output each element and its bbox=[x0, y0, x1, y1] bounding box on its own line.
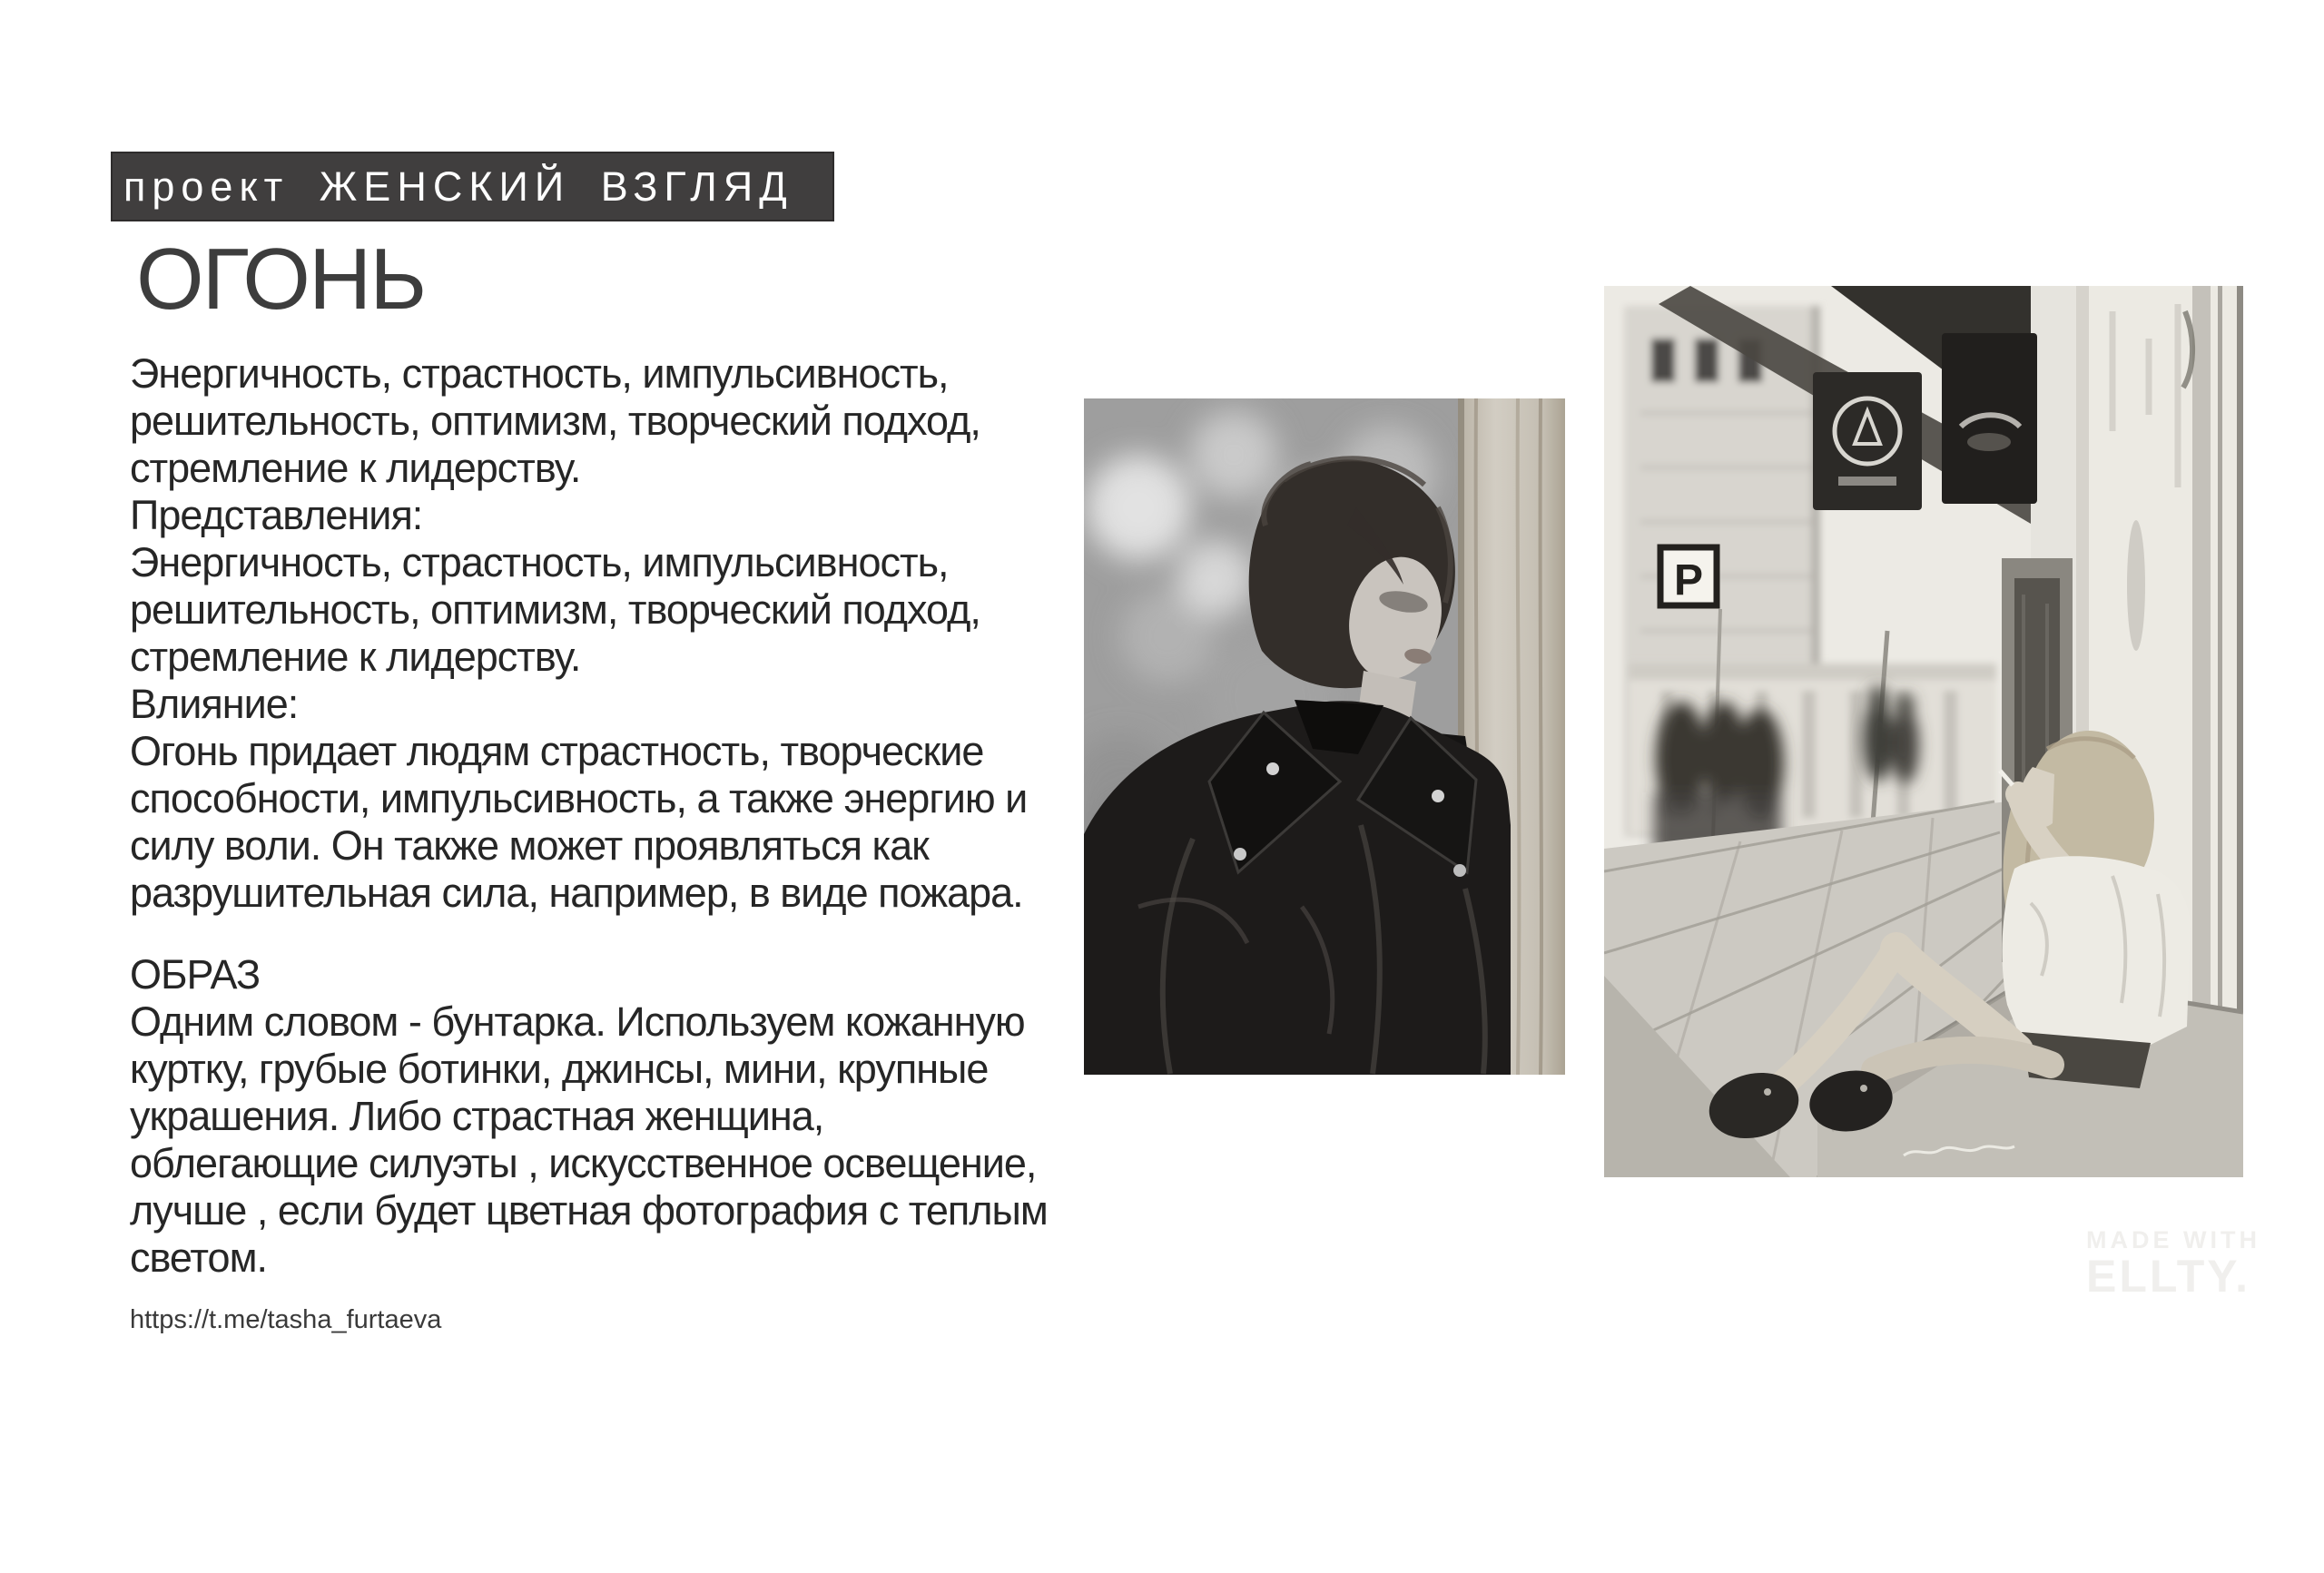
snap-button bbox=[1453, 864, 1466, 877]
white-shirt bbox=[2002, 856, 2191, 1055]
text-line: украшения. Либо страстная женщина, bbox=[130, 1093, 824, 1139]
body-text-block bbox=[130, 350, 1110, 1343]
snap-button bbox=[1266, 762, 1279, 775]
text-line: Энергичность, страстность, импульсивность, bbox=[130, 350, 949, 397]
project-tag-label: проект ЖЕНСКИЙ ВЗГЛЯД bbox=[123, 163, 793, 210]
page-title: ОГОНЬ bbox=[136, 231, 426, 328]
text-line: способности, импульсивность, а также энергию и bbox=[130, 775, 1028, 821]
parking-sign bbox=[1660, 547, 1717, 605]
watermark-made-with: MADE WITH bbox=[2086, 1226, 2260, 1253]
text-line: Одним словом - бунтарка. Используем кожанную bbox=[130, 998, 1025, 1045]
text-line: светом. bbox=[130, 1234, 268, 1281]
snap-button bbox=[1234, 848, 1246, 860]
photo-street-sitting-woman bbox=[1604, 286, 2243, 1177]
dark-sign bbox=[1942, 333, 2037, 504]
hand bbox=[2005, 782, 2031, 807]
circle-logo-sign bbox=[1813, 372, 1922, 510]
photo-leather-jacket-woman bbox=[1084, 398, 1565, 1075]
text-line: Энергичность, страстность, импульсивность, bbox=[130, 539, 949, 585]
text-line: силу воли. Он также может проявляться как bbox=[130, 822, 929, 869]
text-line: решительность, оптимизм, творческий подход, bbox=[130, 586, 980, 633]
boot-lace bbox=[1764, 1088, 1771, 1096]
ellty-watermark bbox=[2086, 1227, 2260, 1301]
snap-button bbox=[1432, 790, 1444, 802]
text-line: куртку, грубые ботинки, джинсы, мини, крупные bbox=[130, 1046, 989, 1092]
text-line: Представления: bbox=[130, 492, 423, 538]
boot-lace bbox=[1860, 1085, 1867, 1092]
text-line: разрушительная сила, например, в виде пожара. bbox=[130, 870, 1023, 916]
leather-jacket-photo-graphic bbox=[1084, 398, 1565, 1075]
text-line: Огонь придает людям страстность, творческие bbox=[130, 728, 984, 774]
text-line: ОБРАЗ bbox=[130, 951, 261, 998]
telegram-link[interactable]: https://t.me/tasha_furtaeva bbox=[130, 1305, 442, 1334]
text-line: решительность, оптимизм, творческий подход, bbox=[130, 398, 980, 444]
parking-sign-letter: P bbox=[1673, 556, 1704, 605]
paragraph-traits bbox=[130, 350, 1110, 917]
text-line: стремление к лидерству. bbox=[130, 634, 581, 680]
paragraph-obraz bbox=[130, 951, 1110, 1282]
text-line: лучше , если будет цветная фотография с теплым bbox=[130, 1187, 1048, 1234]
wall-streak bbox=[2127, 520, 2145, 651]
text-line: Влияние: bbox=[130, 681, 299, 727]
project-tag-bar bbox=[111, 152, 834, 221]
text-line: облегающие силуэты , искусственное освещение, bbox=[130, 1140, 1037, 1186]
watermark-ellty: ELLTY. bbox=[2086, 1251, 2250, 1303]
text-line: стремление к лидерству. bbox=[130, 445, 581, 491]
street-photo-graphic bbox=[1604, 286, 2243, 1177]
